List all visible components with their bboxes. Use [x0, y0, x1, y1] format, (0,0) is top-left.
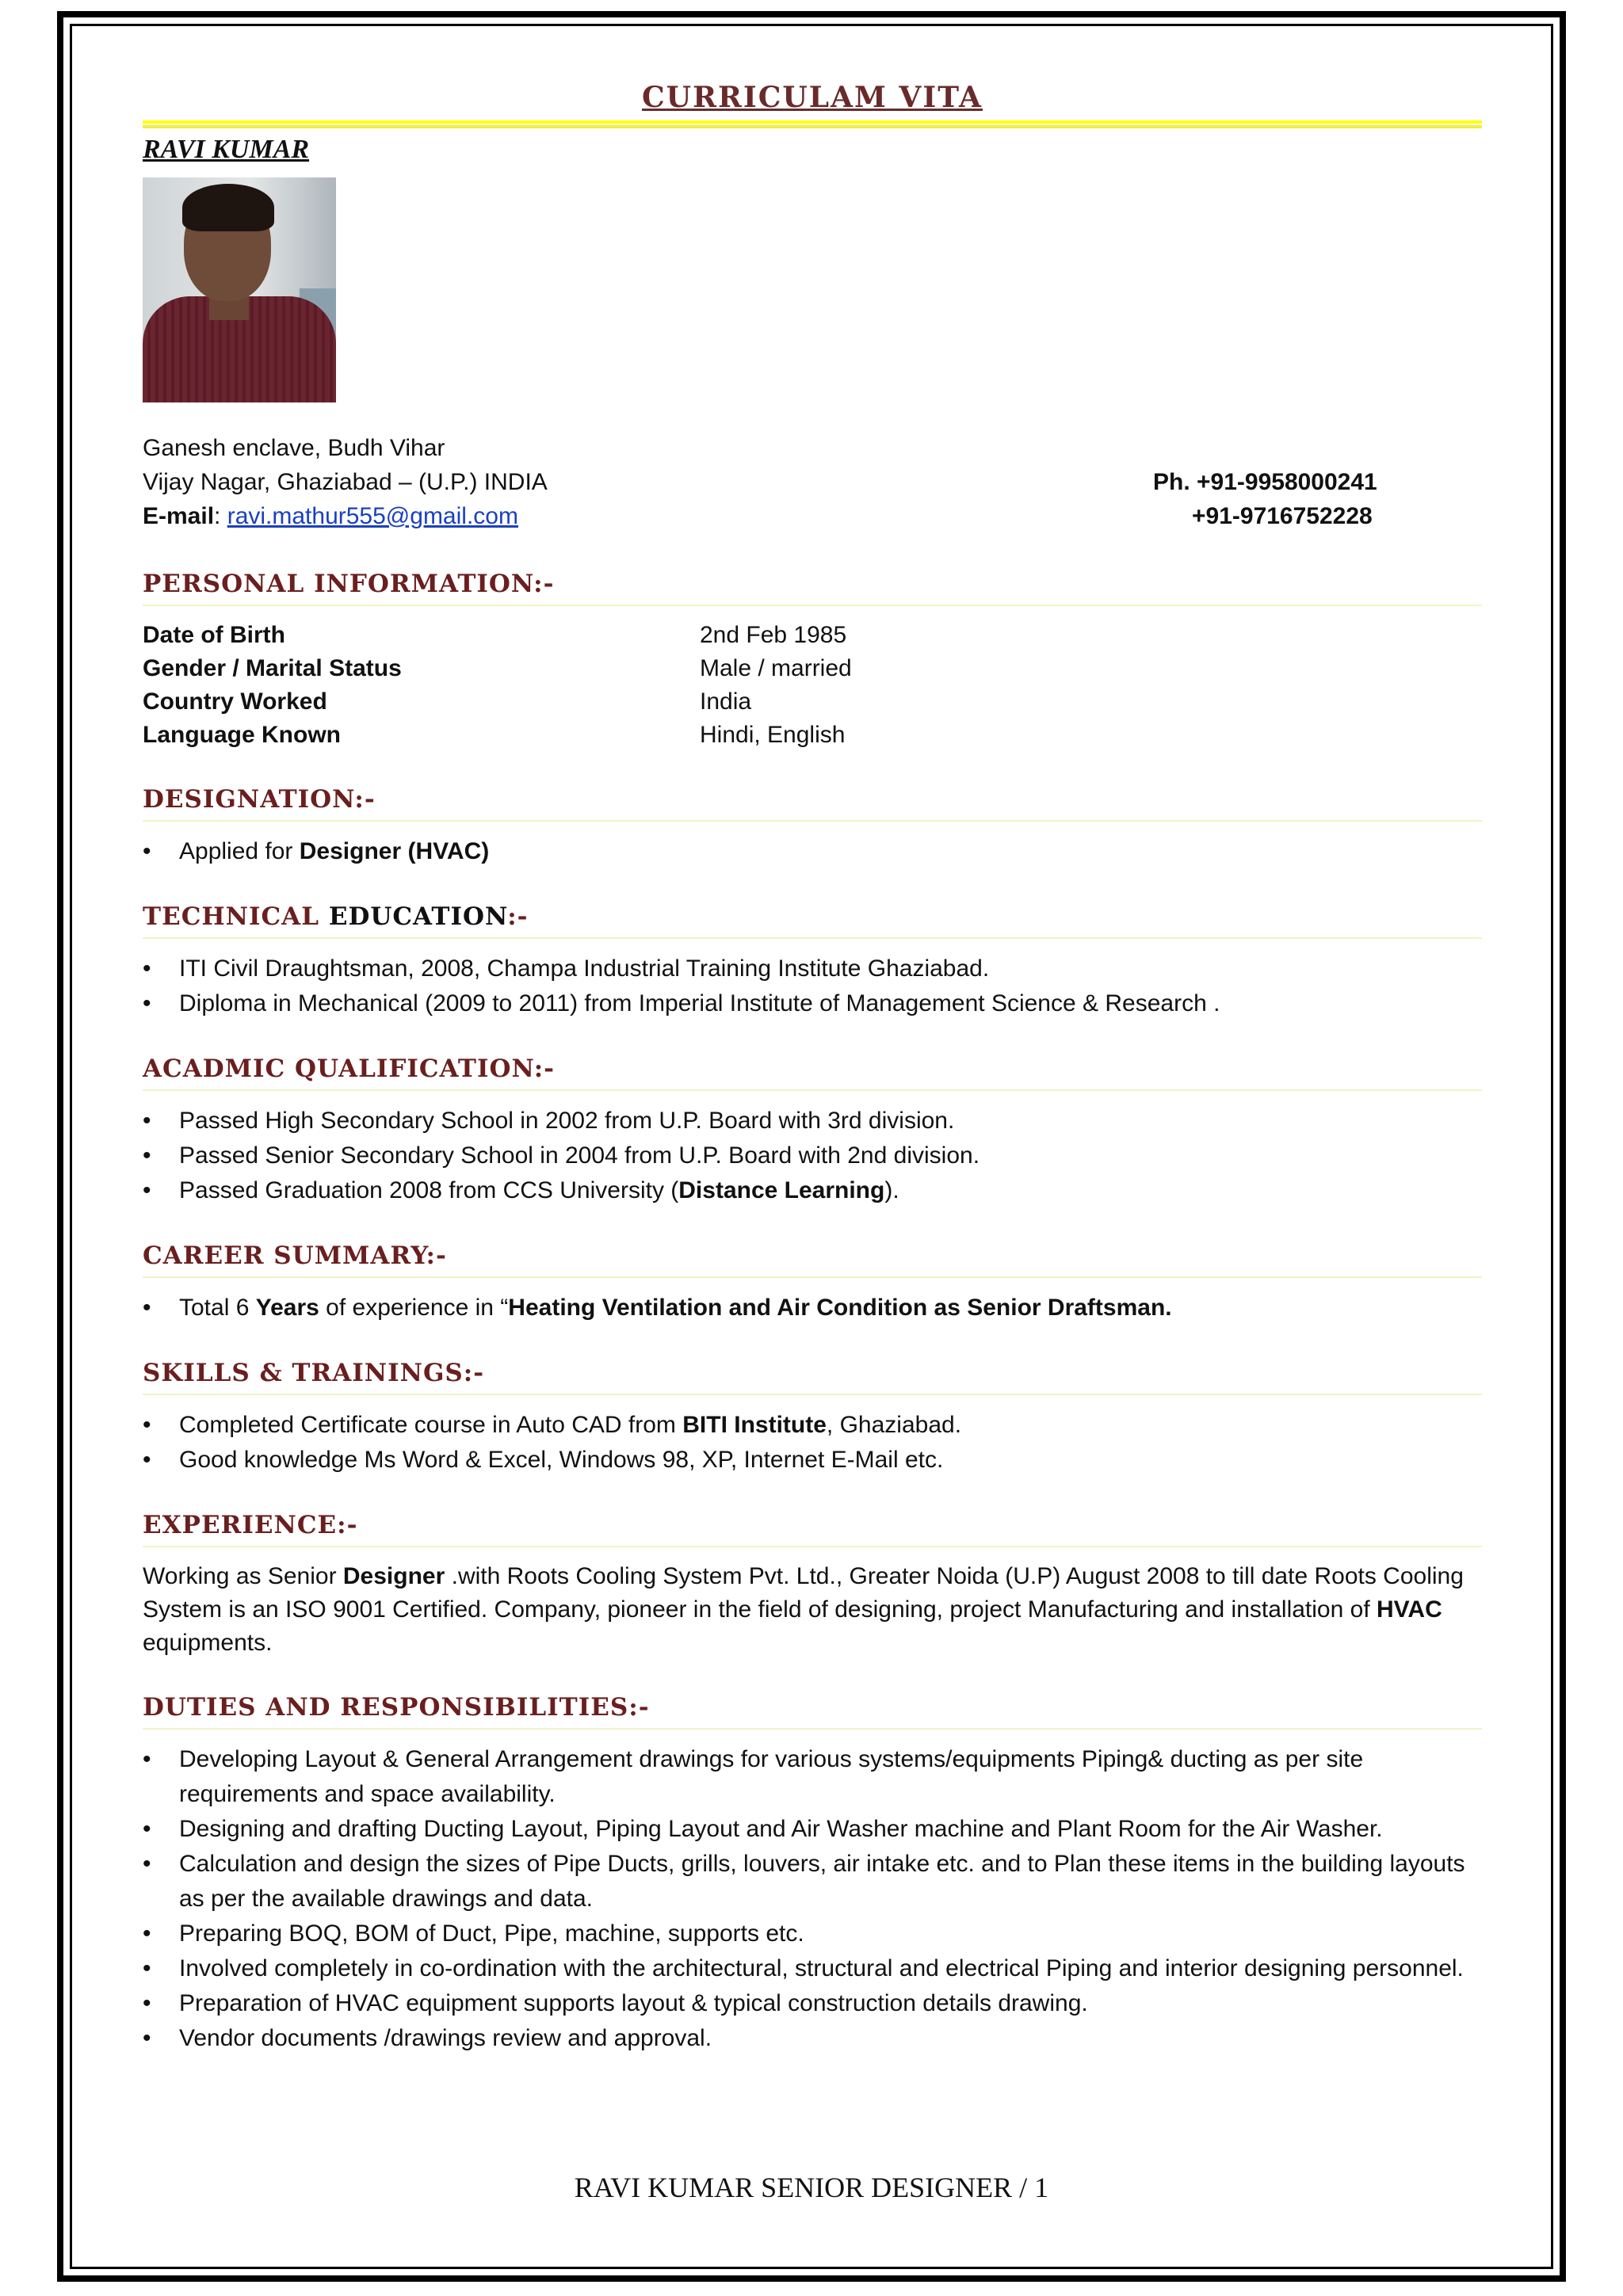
designation-role: Designer (HVAC)	[299, 838, 490, 864]
career-bold-years: Years	[255, 1295, 319, 1321]
personal-key: Country Worked	[143, 688, 327, 715]
experience-bold-hvac: HVAC	[1376, 1596, 1442, 1623]
technical-heading-c: :-	[507, 902, 529, 931]
academic-list	[143, 1104, 1482, 1208]
experience-paragraph	[143, 1560, 1482, 1660]
personal-row	[143, 619, 1482, 652]
personal-key: Gender / Marital Status	[143, 655, 402, 681]
email-label: E-mail	[143, 503, 215, 529]
personal-key: Language Known	[143, 722, 341, 748]
designation-prefix: Applied for	[179, 838, 300, 864]
address-line-row	[143, 465, 1482, 499]
list-item: • Diploma in Mechanical (2009 to 2011) from Imperial Institute of Management Science & Research .	[143, 986, 1482, 1021]
profile-photo	[143, 177, 336, 402]
list-item: • Preparation of HVAC equipment supports layout & typical construction details drawing.	[143, 1986, 1482, 2021]
phone-secondary: +91-9716752228	[1192, 503, 1373, 529]
personal-value: Male / married	[700, 655, 852, 681]
career-bold-field: Heating Ventilation and Air Condition as Senior Draftsman.	[508, 1295, 1172, 1321]
experience-mid: .with Roots Cooling System Pvt. Ltd., Greater Noida (U.P) August 2008 to till date Roots Cooling System is an ISO 9001 Certified. Company, pioneer in the field of designing, project Manufacturing and installation of	[143, 1563, 1464, 1623]
list-item: • Vendor documents /drawings review and approval.	[143, 2021, 1482, 2056]
list-item: • Good knowledge Ms Word & Excel, Windows 98, XP, Internet E-Mail etc.	[143, 1443, 1482, 1478]
personal-key: Date of Birth	[143, 622, 285, 648]
technical-heading-a: TECHNICAL	[143, 902, 320, 931]
list-item	[143, 1173, 1482, 1208]
address-line: Vijay Nagar, Ghaziabad – (U.P.) INDIA	[143, 469, 548, 495]
list-item: • ITI Civil Draughtsman, 2008, Champa Industrial Training Institute Ghaziabad.	[143, 952, 1482, 986]
personal-value: India	[700, 688, 752, 715]
experience-post: equipments.	[143, 1630, 273, 1656]
section-heading-experience: EXPERIENCE:-	[143, 1511, 1482, 1547]
skills-list	[143, 1408, 1482, 1478]
list-item	[143, 1291, 1482, 1325]
page-title: CURRICULAM VITA	[642, 81, 983, 114]
personal-value: 2nd Feb 1985	[700, 622, 847, 648]
section-heading-skills: SKILLS & TRAININGS:-	[143, 1359, 1482, 1395]
title-block	[143, 79, 1482, 132]
contact-block	[143, 431, 1482, 533]
section-heading-duties: DUTIES AND RESPONSIBILITIES:-	[143, 1693, 1482, 1730]
academic-item-bold: Distance Learning	[678, 1177, 885, 1203]
academic-item-post: ).	[884, 1177, 899, 1203]
experience-bold-role: Designer	[342, 1563, 445, 1589]
personal-value: Hindi, English	[700, 722, 846, 748]
list-item: • Passed High Secondary School in 2002 from U.P. Board with 3rd division.	[143, 1104, 1482, 1138]
phone-primary: Ph. +91-9958000241	[1153, 469, 1377, 495]
list-item: • Designing and drafting Ducting Layout, Piping Layout and Air Washer machine and Plant Room for the Air Washer.	[143, 1812, 1482, 1847]
skills-item-bold: BITI Institute	[682, 1412, 827, 1438]
section-heading-designation: DESIGNATION:-	[143, 785, 1482, 822]
email-row	[143, 499, 1482, 533]
section-heading-academic: ACADMIC QUALIFICATION:-	[143, 1055, 1482, 1091]
experience-pre: Working as Senior	[143, 1563, 343, 1589]
candidate-name: RAVI KUMAR	[143, 135, 310, 164]
section-heading-career: CAREER SUMMARY:-	[143, 1241, 1482, 1278]
technical-list	[143, 952, 1482, 1021]
list-item: • Developing Layout & General Arrangement drawings for various systems/equipments Piping& ducting as per site requirements and space availability.	[143, 1742, 1482, 1812]
resume-content	[143, 79, 1482, 2056]
personal-row	[143, 685, 1482, 719]
personal-info-table	[143, 619, 1482, 752]
personal-row	[143, 652, 1482, 685]
email-link[interactable]: ravi.mathur555@gmail.com	[227, 503, 518, 529]
list-item	[143, 1408, 1482, 1443]
technical-heading-b: EDUCATION	[319, 902, 508, 931]
personal-row	[143, 719, 1482, 752]
address-line: Ganesh enclave, Budh Vihar	[143, 435, 445, 461]
academic-item-pre: Passed Graduation 2008 from CCS University (	[179, 1177, 679, 1203]
section-heading-personal: PERSONAL INFORMATION:-	[143, 570, 1482, 606]
designation-list	[143, 834, 1482, 869]
email-separator: :	[214, 503, 227, 529]
list-item: • Calculation and design the sizes of Pipe Ducts, grills, louvers, air intake etc. and to Plan these items in the building layouts as per the available drawings and data.	[143, 1847, 1482, 1917]
list-item: • Preparing BOQ, BOM of Duct, Pipe, machine, supports etc.	[143, 1917, 1482, 1951]
title-underline-rule	[143, 120, 1482, 128]
section-heading-technical	[143, 902, 1482, 939]
duties-list	[143, 1742, 1482, 2056]
career-pre: Total 6	[179, 1295, 256, 1321]
career-list	[143, 1291, 1482, 1325]
skills-item-post: , Ghaziabad.	[826, 1412, 962, 1438]
list-item: • Passed Senior Secondary School in 2004 from U.P. Board with 2nd division.	[143, 1138, 1482, 1173]
list-item: • Involved completely in co-ordination with the architectural, structural and electrical Piping and interior designing personnel.	[143, 1951, 1482, 1986]
page-footer: RAVI KUMAR SENIOR DESIGNER / 1	[574, 2172, 1049, 2203]
career-mid: of experience in “	[319, 1295, 509, 1321]
skills-item-pre: Completed Certificate course in Auto CAD from	[179, 1412, 683, 1438]
list-item	[143, 834, 1482, 869]
